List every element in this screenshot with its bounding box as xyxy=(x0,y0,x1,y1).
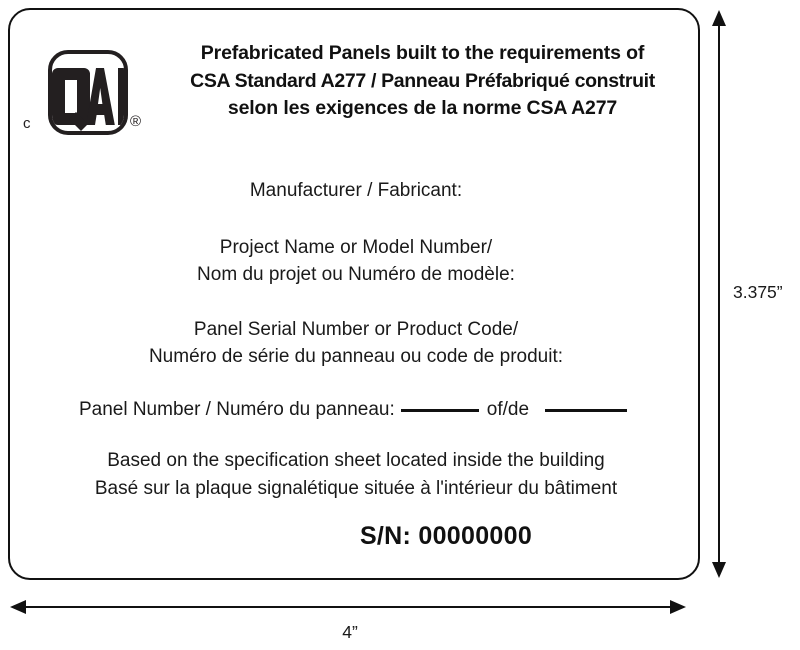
qai-certification-mark xyxy=(18,44,148,144)
height-dimension-arrow xyxy=(710,8,728,580)
serial-number-value: S/N: 00000000 xyxy=(359,522,533,550)
height-dimension-label: 3.375” xyxy=(733,282,783,302)
header-line-1: Prefabricated Panels built to the requirements of xyxy=(200,42,645,64)
serial-number-block xyxy=(10,522,702,551)
based-on-line-1: Based on the specification sheet located inside the building xyxy=(107,449,605,471)
field-project-name xyxy=(10,235,702,289)
field-panel-number-row xyxy=(10,399,702,421)
field-project-name-line-1: Project Name or Model Number/ xyxy=(219,236,493,258)
label-header xyxy=(10,32,702,144)
field-panel-serial-number-line-2: Numéro de série du panneau ou code de produit: xyxy=(148,345,564,367)
qai-logo-box xyxy=(48,50,128,135)
panel-number-separator: of/de xyxy=(486,398,530,420)
header-line-3: selon les exigences de la norme CSA A277 xyxy=(227,97,618,120)
registered-trademark-mark: ® xyxy=(130,113,142,130)
field-manufacturer-line-1: Manufacturer / Fabricant: xyxy=(249,180,463,201)
label-header-title xyxy=(150,40,695,123)
based-on-note xyxy=(10,447,702,504)
label-fields xyxy=(10,178,702,504)
panel-label-card xyxy=(8,8,700,580)
field-panel-number-prompt: Panel Number / Numéro du panneau: xyxy=(78,398,395,420)
dimension-line-vertical xyxy=(718,18,720,570)
width-dimension-label: 4” xyxy=(342,622,358,642)
arrow-down-icon xyxy=(712,562,726,578)
panel-number-current-blank[interactable] xyxy=(401,408,479,412)
qai-c-mark: c xyxy=(23,115,31,132)
panel-number-total-blank[interactable] xyxy=(545,408,627,412)
field-project-name-line-2: Nom du projet ou Numéro de modèle: xyxy=(197,263,515,285)
width-dimension-arrow xyxy=(8,598,688,616)
based-on-line-2: Basé sur la plaque signalétique située à l'intérieur du bâtiment xyxy=(94,478,618,500)
dimension-line-horizontal xyxy=(18,606,678,608)
field-panel-serial-number xyxy=(10,317,702,371)
qai-logo-icon xyxy=(52,54,128,135)
field-panel-serial-number-line-1: Panel Serial Number or Product Code/ xyxy=(193,318,519,340)
arrow-right-icon xyxy=(670,600,686,614)
header-line-2: CSA Standard A277 / Panneau Préfabriqué construit xyxy=(190,69,655,92)
field-manufacturer xyxy=(10,178,702,205)
